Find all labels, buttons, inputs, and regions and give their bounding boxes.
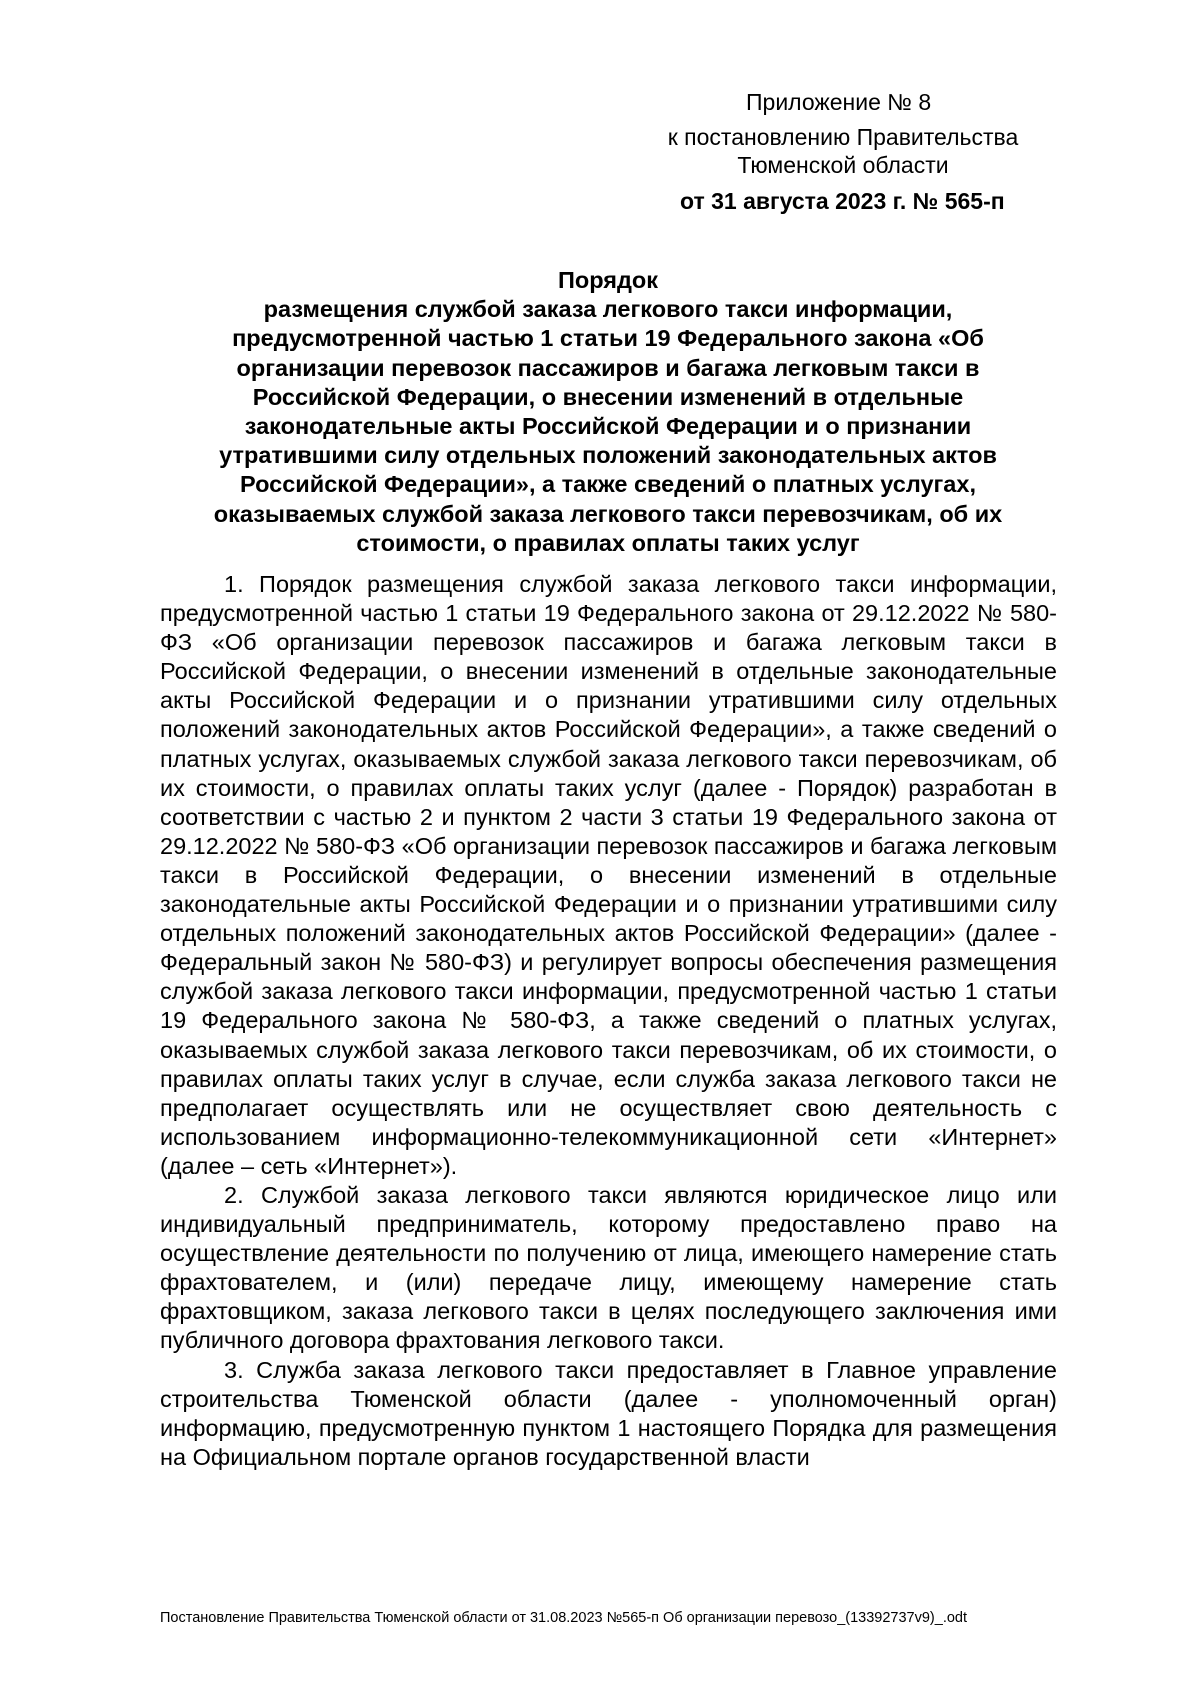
title-text: размещения службой заказа легкового такси информации, предусмотренной частью 1 статьи 19 Федерального закона «Об организации перевозок пассажиров и багажа легковым такси в Российской Федерации, о внесении изменений в отдельные законодательные акты Российской Федерации и о признании утратившими силу отдельных положений законодательных актов Российской Федерации», а также сведений о платных услугах, оказываемых службой заказа легкового такси перевозчикам, об их стоимости, о правилах оплаты таких услуг [213,296,1003,556]
paragraph-1: 1. Порядок размещения службой заказа легкового такси информации, предусмотренной частью 1 статьи 19 Федерального закона от 29.12.2022 № 580-ФЗ «Об организации перевозок пассажиров и багажа легковым такси в Российской Федерации, о внесении изменений в отдельные законодательные акты Российской Федерации и о признании утратившими силу отдельных положений законодательных актов Российской Федерации», а также сведений о платных услугах, оказываемых службой заказа легкового такси перевозчикам, об их стоимости, о правилах оплаты таких услуг (далее - Порядок) разработан в соответствии с частью 2 и пунктом 2 части 3 статьи 19 Федерального закона от 29.12.2022 № 580-ФЗ «Об организации перевозок пассажиров и багажа легковым такси в Российской Федерации, о внесении изменений в отдельные законодательные акты Российской Федерации и о признании утратившими силу отдельных положений законодательных актов Российской Федерации» (далее - Федеральный закон № 580-ФЗ) и регулирует вопросы обеспечения размещения службой заказа легкового такси информации, предусмотренной частью 1 статьи 19 Федерального закона № 580-ФЗ, а также сведений о платных услугах, оказываемых службой заказа легкового такси перевозчикам, об их стоимости, о правилах оплаты таких услуг в случае, если служба заказа легкового такси не предполагает осуществлять или не осуществляет свою деятельность с использованием информационно-телекоммуникационной сети «Интернет» (далее – сеть «Интернет»). [160,571,1057,1179]
appendix-resolution-ref: к постановлению Правительства Тюменской области [667,124,1019,178]
title-heading: Порядок [557,267,659,293]
document-body [160,570,1057,1472]
appendix-date-number: от 31 августа 2023 г. № 565-п [680,188,1005,214]
appendix-number: Приложение № 8 [746,89,932,115]
paragraph-3: 3. Служба заказа легкового такси предоставляет в Главное управление строительства Тюменской области (далее - уполномоченный орган) информацию, предусмотренную пунктом 1 настоящего Порядка для размещения на Официальном портале органов государственной власти [160,1356,1057,1470]
document-title [178,266,1038,558]
page-footer: Постановление Правительства Тюменской области от 31.08.2023 №565-п Об организации перевозо_(13392737v9)_.odt [160,1610,968,1626]
paragraph-2: 2. Службой заказа легкового такси являются юридическое лицо или индивидуальный предприниматель, которому предоставлено право на осуществление деятельности по получению от лица, имеющего намерение стать фрахтователем, и (или) передаче лицу, имеющему намерение стать фрахтовщиком, заказа легкового такси в целях последующего заключения ими публичного договора фрахтования легкового такси. [160,1181,1057,1354]
